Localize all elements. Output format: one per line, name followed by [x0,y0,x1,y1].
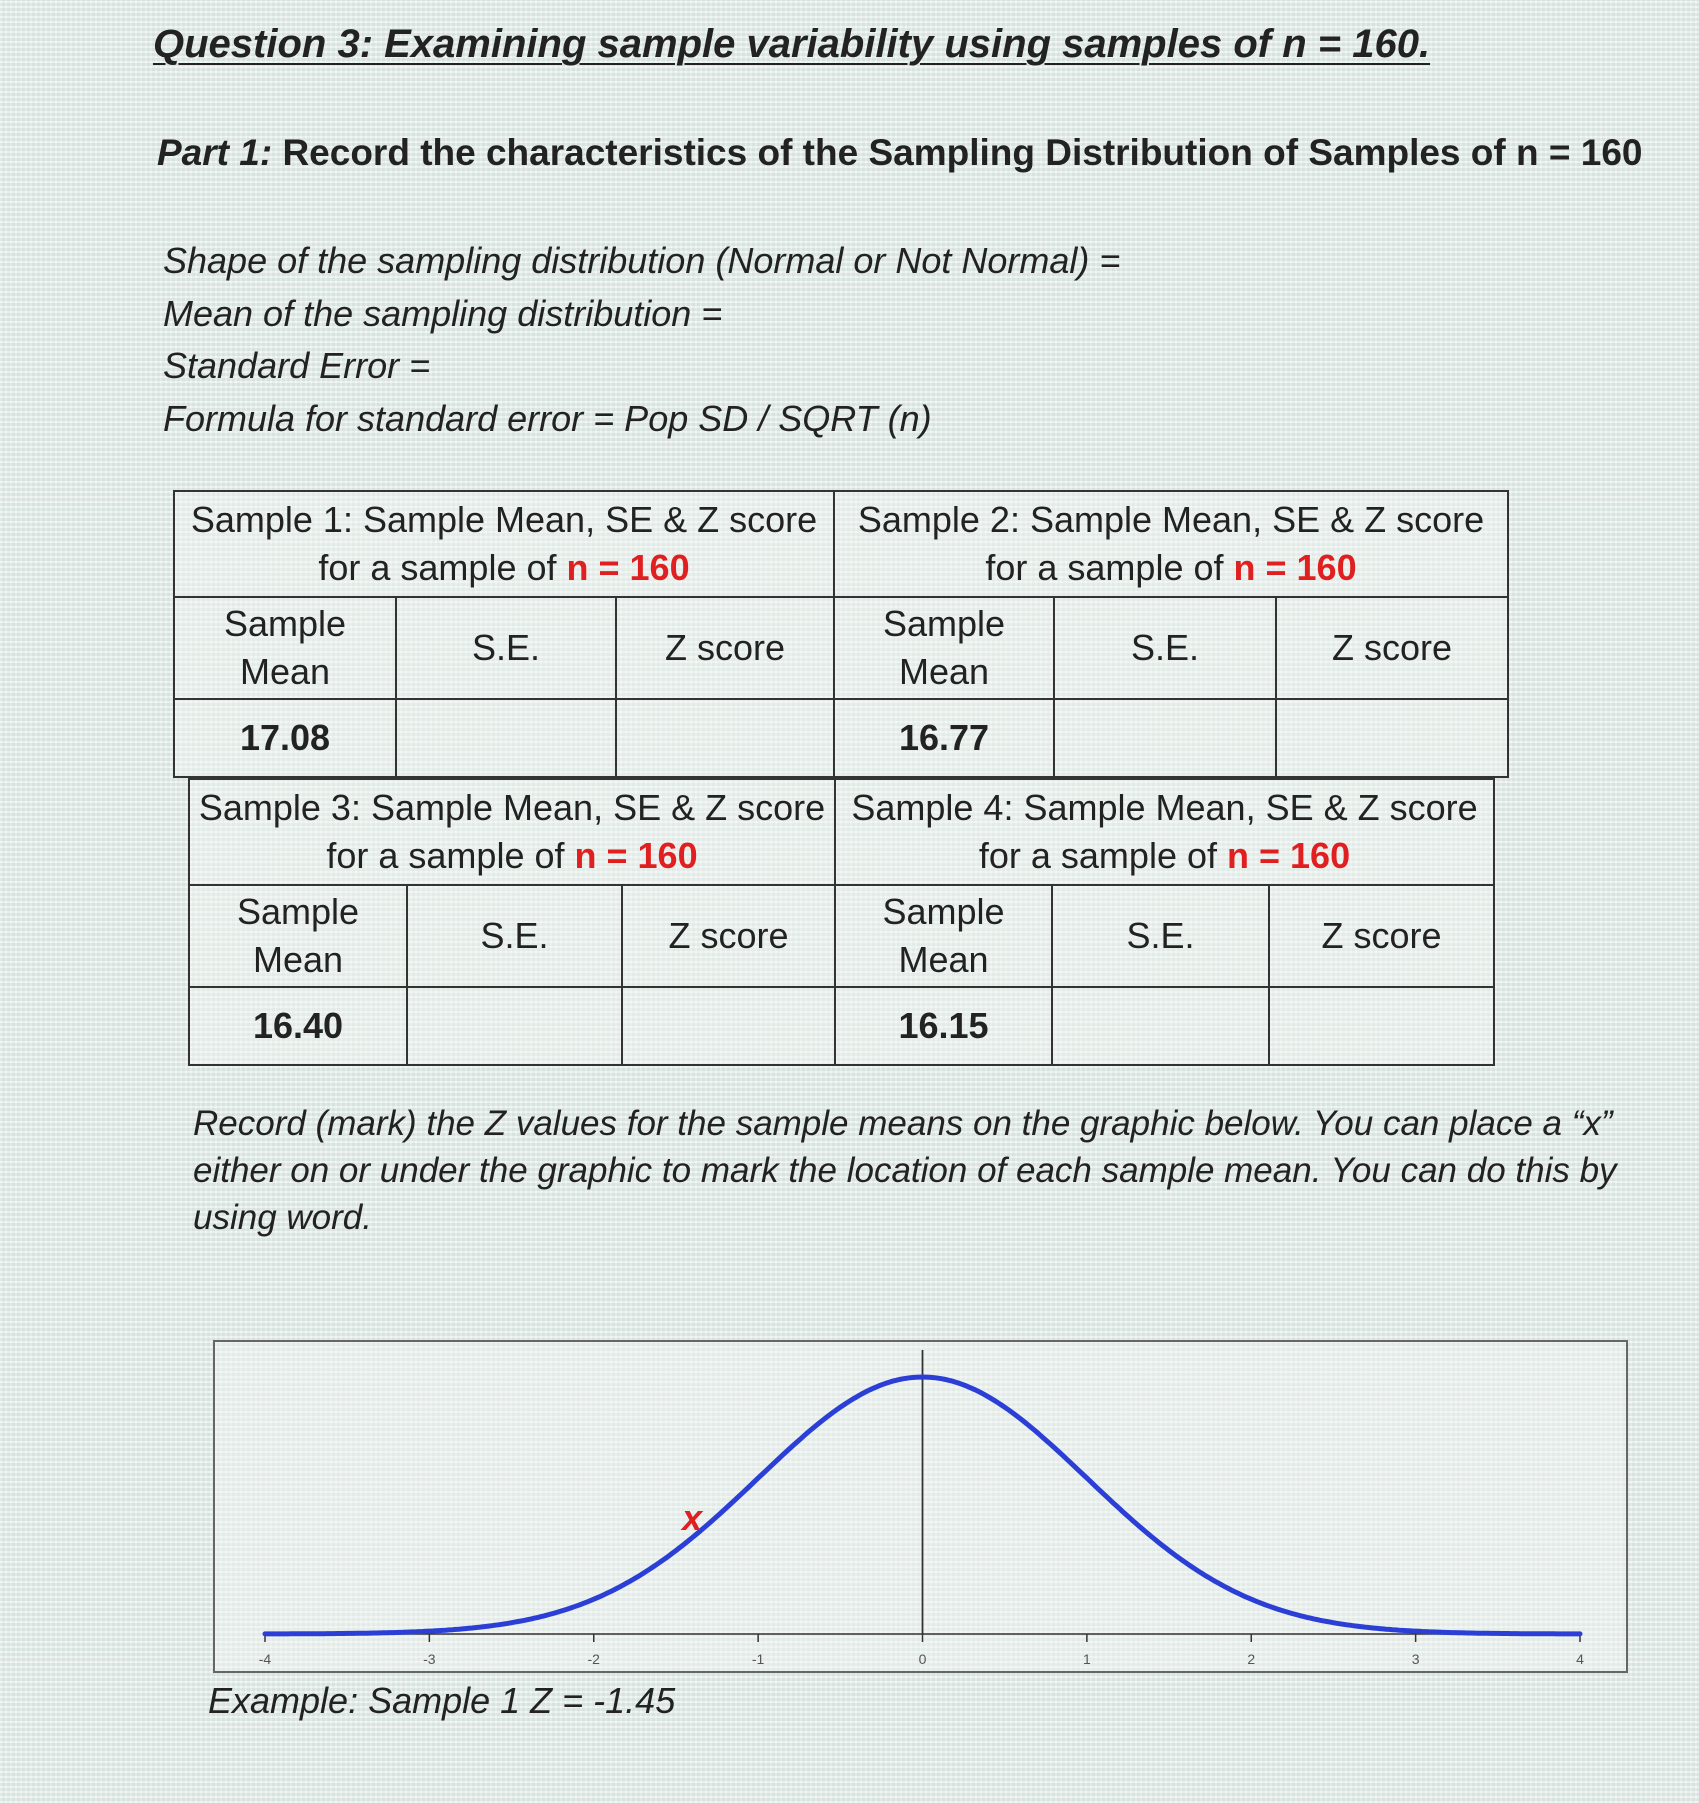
normal-curve-svg [215,1342,1626,1671]
sample-1-n: n = 160 [566,547,690,588]
sample-4-se-cell[interactable] [1052,987,1269,1065]
x-tick-label: -1 [751,1651,765,1667]
sample-2-n: n = 160 [1233,547,1357,588]
sample-4-n: n = 160 [1227,835,1351,876]
sample-1-z-marker: x [682,1497,703,1539]
sample-2-heading: Sample 2: Sample Mean, SE & Z score for a sample of n = 160 [834,491,1508,597]
sample-1-heading: Sample 1: Sample Mean, SE & Z score for a sample of n = 160 [174,491,834,597]
x-tick-label: 2 [1247,1651,1256,1667]
col-header-z-score: Z score [616,597,834,699]
part1-prefix: Part 1: [157,132,273,173]
x-tick-label: 1 [1082,1651,1091,1667]
col-header-se: S.E. [407,885,622,987]
col-header-z-score: Z score [622,885,835,987]
sample-3-heading: Sample 3: Sample Mean, SE & Z score for a sample of n = 160 [189,779,835,885]
col-header-z-score: Z score [1269,885,1494,987]
sample-4-z-cell[interactable] [1269,987,1494,1065]
sample-4-heading: Sample 4: Sample Mean, SE & Z score for a sample of n = 160 [835,779,1494,885]
x-tick-label: -2 [587,1651,600,1667]
sample-1-mean: 17.08 [174,699,396,777]
col-header-se: S.E. [1054,597,1276,699]
x-tick-label: 4 [1576,1651,1584,1667]
col-header-se: S.E. [396,597,616,699]
part1-heading [157,132,1643,174]
col-header-sample-mean: Sample Mean [189,885,407,987]
sample-2-z-cell[interactable] [1276,699,1508,777]
normal-curve-chart[interactable] [213,1340,1628,1673]
x-tick-label: 0 [918,1651,927,1667]
sample-3-mean: 16.40 [189,987,407,1065]
col-header-se: S.E. [1052,885,1269,987]
col-header-sample-mean: Sample Mean [835,885,1052,987]
x-tick-label: -4 [258,1651,272,1667]
samples-table-3-4 [188,778,1495,1066]
sample-1-z-cell[interactable] [616,699,834,777]
samples-table-1-2 [173,490,1509,778]
sample-3-n: n = 160 [574,835,698,876]
x-tick-label: 3 [1411,1651,1420,1667]
question-formula: Formula for standard error = Pop SD / SQRT (n) [163,398,932,439]
part1-text: Record the characteristics of the Sampling Distribution of Samples of n = 160 [282,132,1643,173]
col-header-sample-mean: Sample Mean [174,597,396,699]
sample-3-z-cell[interactable] [622,987,835,1065]
question-shape: Shape of the sampling distribution (Normal or Not Normal) = [163,240,1121,281]
sample-3-se-cell[interactable] [407,987,622,1065]
x-tick-label: -3 [423,1651,436,1667]
col-header-z-score: Z score [1276,597,1508,699]
instructions: Record (mark) the Z values for the sample means on the graphic below. You can place a “x” either on or under the graphic to mark the location of each sample mean. You can do this by using word. [193,1104,1617,1237]
sample-4-mean: 16.15 [835,987,1052,1065]
col-header-sample-mean: Sample Mean [834,597,1054,699]
sample-2-mean: 16.77 [834,699,1054,777]
question-standard-error: Standard Error = [163,345,431,386]
question-mean: Mean of the sampling distribution = [163,293,723,334]
example-caption: Example: Sample 1 Z = -1.45 [208,1680,676,1721]
sample-2-se-cell[interactable] [1054,699,1276,777]
page-title: Question 3: Examining sample variability using samples of n = 160. [153,22,1431,66]
sample-1-se-cell[interactable] [396,699,616,777]
